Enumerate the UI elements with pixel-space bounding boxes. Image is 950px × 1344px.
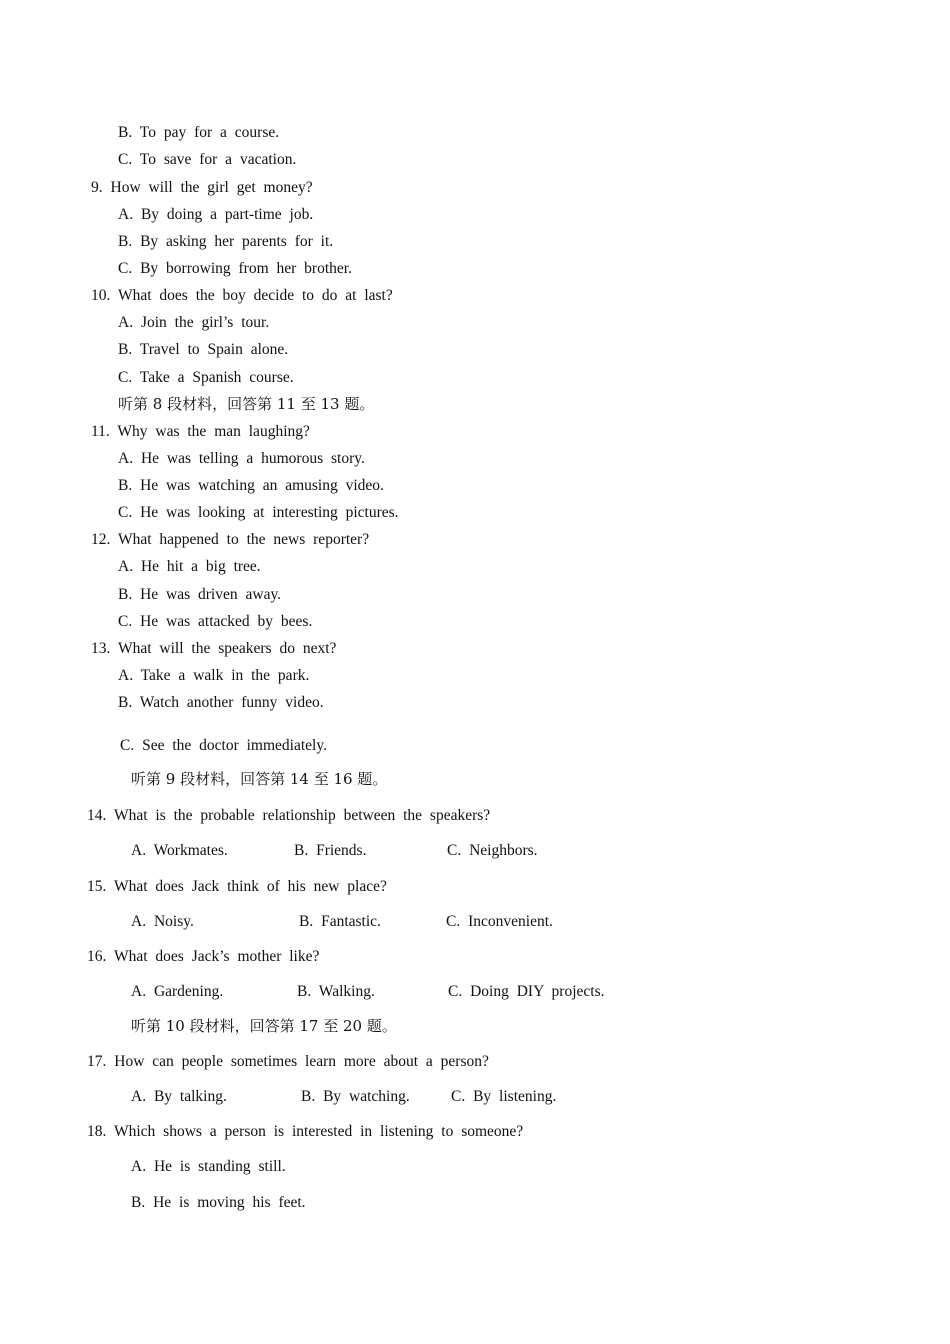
section-9-instruction: 听第 9 段材料，回答第 14 至 16 题。 (131, 770, 388, 788)
option-17c: C. By listening. (451, 1088, 557, 1105)
option-9c: C. By borrowing from her brother. (118, 260, 352, 277)
question-18: 18. Which shows a person is interested in listening to someone? (87, 1123, 524, 1140)
option-8b: B. To pay for a course. (118, 124, 280, 141)
question-15: 15. What does Jack think of his new place? (87, 878, 387, 895)
option-17b: B. By watching. (301, 1088, 410, 1105)
option-13a: A. Take a walk in the park. (118, 667, 310, 684)
section-8-instruction: 听第 8 段材料，回答第 11 至 13 题。 (118, 395, 375, 413)
question-16: 16. What does Jack’s mother like? (87, 948, 320, 965)
question-9: 9. How will the girl get money? (91, 179, 313, 196)
option-12b: B. He was driven away. (118, 586, 282, 603)
question-12: 12. What happened to the news reporter? (91, 531, 370, 548)
option-16a: A. Gardening. (131, 983, 224, 1000)
option-12a: A. He hit a big tree. (118, 558, 261, 575)
question-17: 17. How can people sometimes learn more about a person? (87, 1053, 489, 1070)
option-17a: A. By talking. (131, 1088, 227, 1105)
option-15b: B. Fantastic. (299, 913, 381, 930)
option-15a: A. Noisy. (131, 913, 194, 930)
question-10: 10. What does the boy decide to do at last? (91, 287, 393, 304)
option-14b: B. Friends. (294, 842, 367, 859)
question-14: 14. What is the probable relationship between the speakers? (87, 807, 491, 824)
option-13b: B. Watch another funny video. (118, 694, 324, 711)
option-18b: B. He is moving his feet. (131, 1194, 306, 1211)
option-15c: C. Inconvenient. (446, 913, 553, 930)
option-11c: C. He was looking at interesting pictures. (118, 504, 399, 521)
option-12c: C. He was attacked by bees. (118, 613, 313, 630)
option-9b: B. By asking her parents for it. (118, 233, 334, 250)
question-13: 13. What will the speakers do next? (91, 640, 337, 657)
option-14c: C. Neighbors. (447, 842, 538, 859)
option-10b: B. Travel to Spain alone. (118, 341, 289, 358)
option-11b: B. He was watching an amusing video. (118, 477, 384, 494)
question-11: 11. Why was the man laughing? (91, 423, 310, 440)
option-11a: A. He was telling a humorous story. (118, 450, 365, 467)
option-10a: A. Join the girl’s tour. (118, 314, 270, 331)
option-16b: B. Walking. (297, 983, 375, 1000)
option-9a: A. By doing a part-time job. (118, 206, 314, 223)
section-10-instruction: 听第 10 段材料，回答第 17 至 20 题。 (131, 1017, 397, 1035)
option-16c: C. Doing DIY projects. (448, 983, 605, 1000)
option-10c: C. Take a Spanish course. (118, 369, 294, 386)
option-14a: A. Workmates. (131, 842, 228, 859)
option-8c: C. To save for a vacation. (118, 151, 297, 168)
option-18a: A. He is standing still. (131, 1158, 286, 1175)
option-13c: C. See the doctor immediately. (120, 737, 327, 754)
